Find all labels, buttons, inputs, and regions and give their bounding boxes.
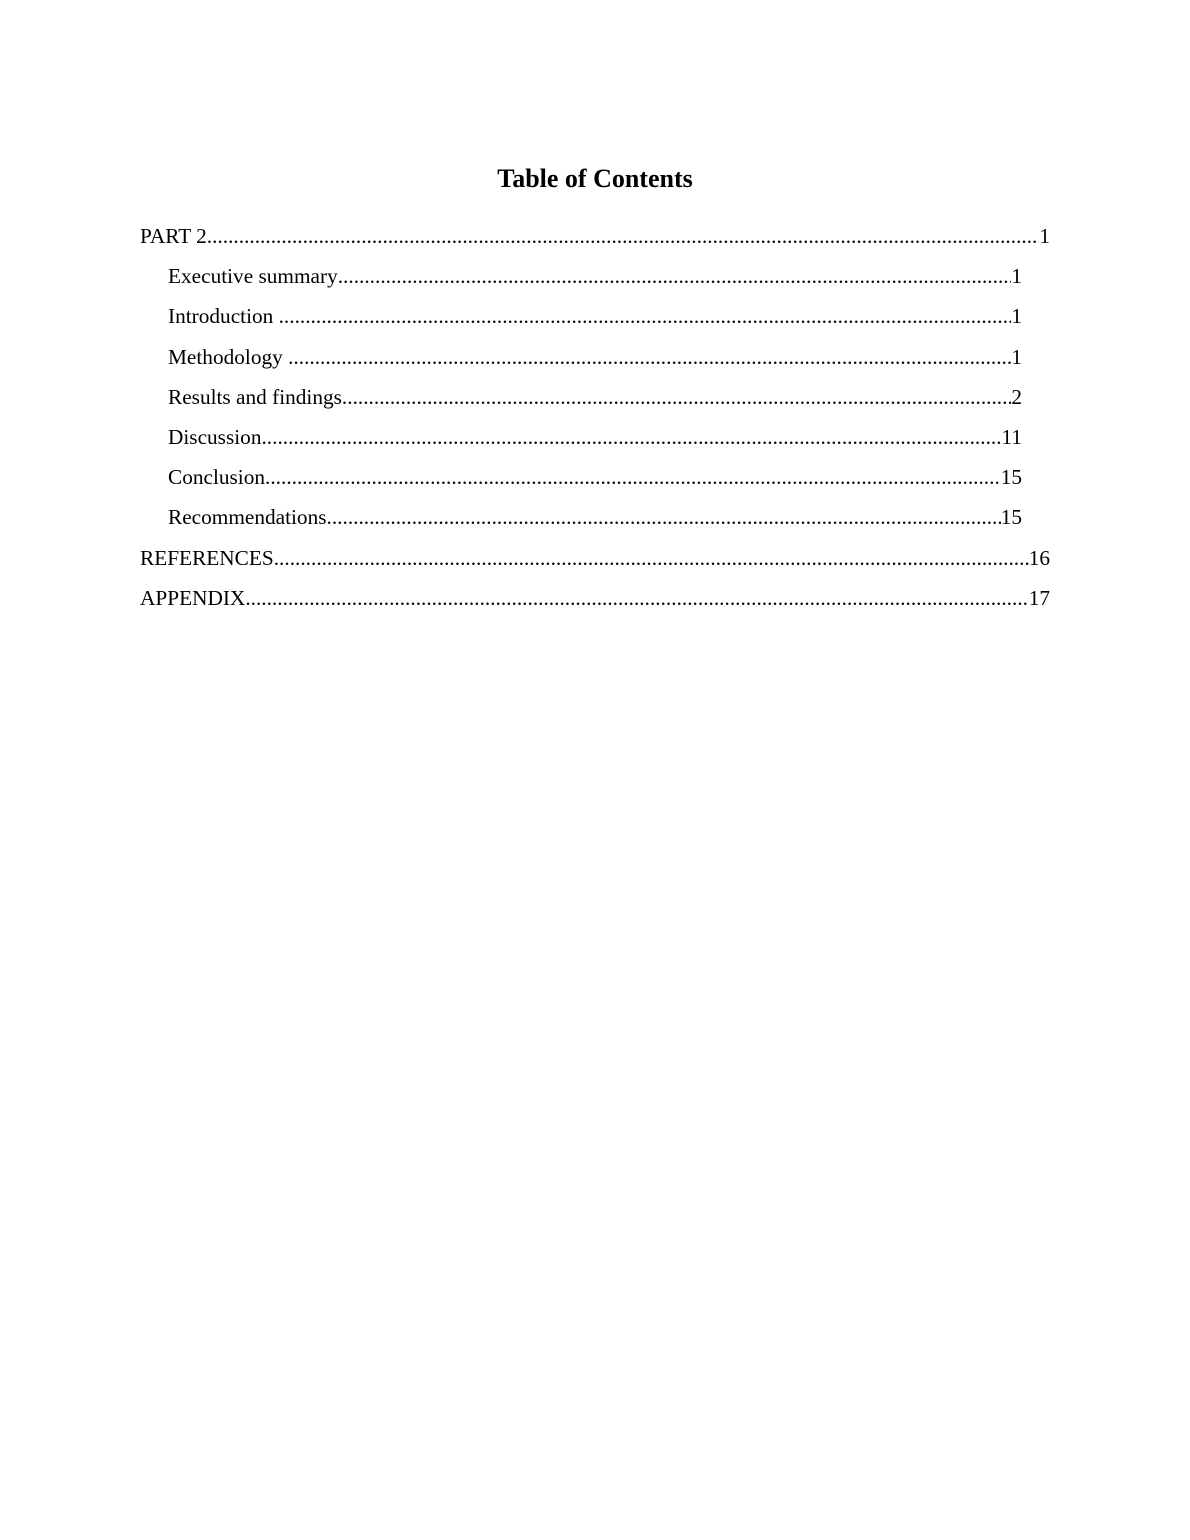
toc-entry-recommendations[interactable]	[168, 501, 1022, 541]
toc-entry-introduction[interactable]	[168, 300, 1022, 340]
toc-entry-conclusion[interactable]	[168, 461, 1022, 501]
toc-entry-label: Methodology	[168, 344, 289, 369]
toc-dot-leader	[288, 341, 1011, 373]
toc-list	[140, 220, 1050, 622]
toc-entry-part-2[interactable]	[140, 220, 1050, 260]
toc-entry-label: Introduction	[168, 304, 279, 329]
toc-entry-label: Discussion	[168, 424, 262, 449]
toc-entry-label: REFERENCES	[140, 545, 274, 570]
toc-entry-results-and-findings[interactable]	[168, 381, 1022, 421]
toc-entry-label: Results and findings	[168, 384, 342, 409]
toc-entry-label: PART 2	[140, 224, 207, 248]
toc-dot-leader	[327, 501, 1001, 533]
toc-entry-appendix[interactable]	[140, 582, 1050, 622]
toc-title: Table of Contents	[497, 164, 693, 193]
toc-dot-leader	[274, 542, 1029, 574]
toc-dot-leader	[342, 381, 1011, 413]
toc-page-number: 17	[1028, 585, 1050, 610]
toc-page-number: 2	[1011, 384, 1022, 409]
toc-page-number: 1	[1011, 264, 1022, 289]
toc-entry-label: Conclusion	[168, 465, 266, 490]
toc-dot-leader	[207, 220, 1040, 252]
toc-dot-leader	[265, 461, 1001, 493]
toc-page-number: 1	[1011, 304, 1022, 329]
toc-dot-leader	[338, 260, 1012, 292]
toc-entry-label: Executive summary	[168, 264, 338, 289]
toc-entry-executive-summary[interactable]	[168, 260, 1022, 300]
toc-dot-leader	[261, 421, 1001, 453]
toc-page-number: 15	[1000, 505, 1022, 530]
toc-entry-label: APPENDIX	[140, 585, 246, 610]
toc-entry-methodology[interactable]	[168, 341, 1022, 381]
toc-entry-label: Recommendations	[168, 505, 327, 530]
toc-dot-leader	[245, 582, 1028, 614]
toc-dot-leader	[279, 300, 1012, 332]
toc-entry-discussion[interactable]	[168, 421, 1022, 461]
toc-page-number: 15	[1000, 465, 1022, 490]
toc-entry-references[interactable]	[140, 542, 1050, 582]
toc-page-number: 11	[1001, 424, 1022, 449]
toc-page-number: 1	[1039, 224, 1050, 248]
toc-page-number: 1	[1011, 344, 1022, 369]
toc-page-number: 16	[1028, 545, 1050, 570]
